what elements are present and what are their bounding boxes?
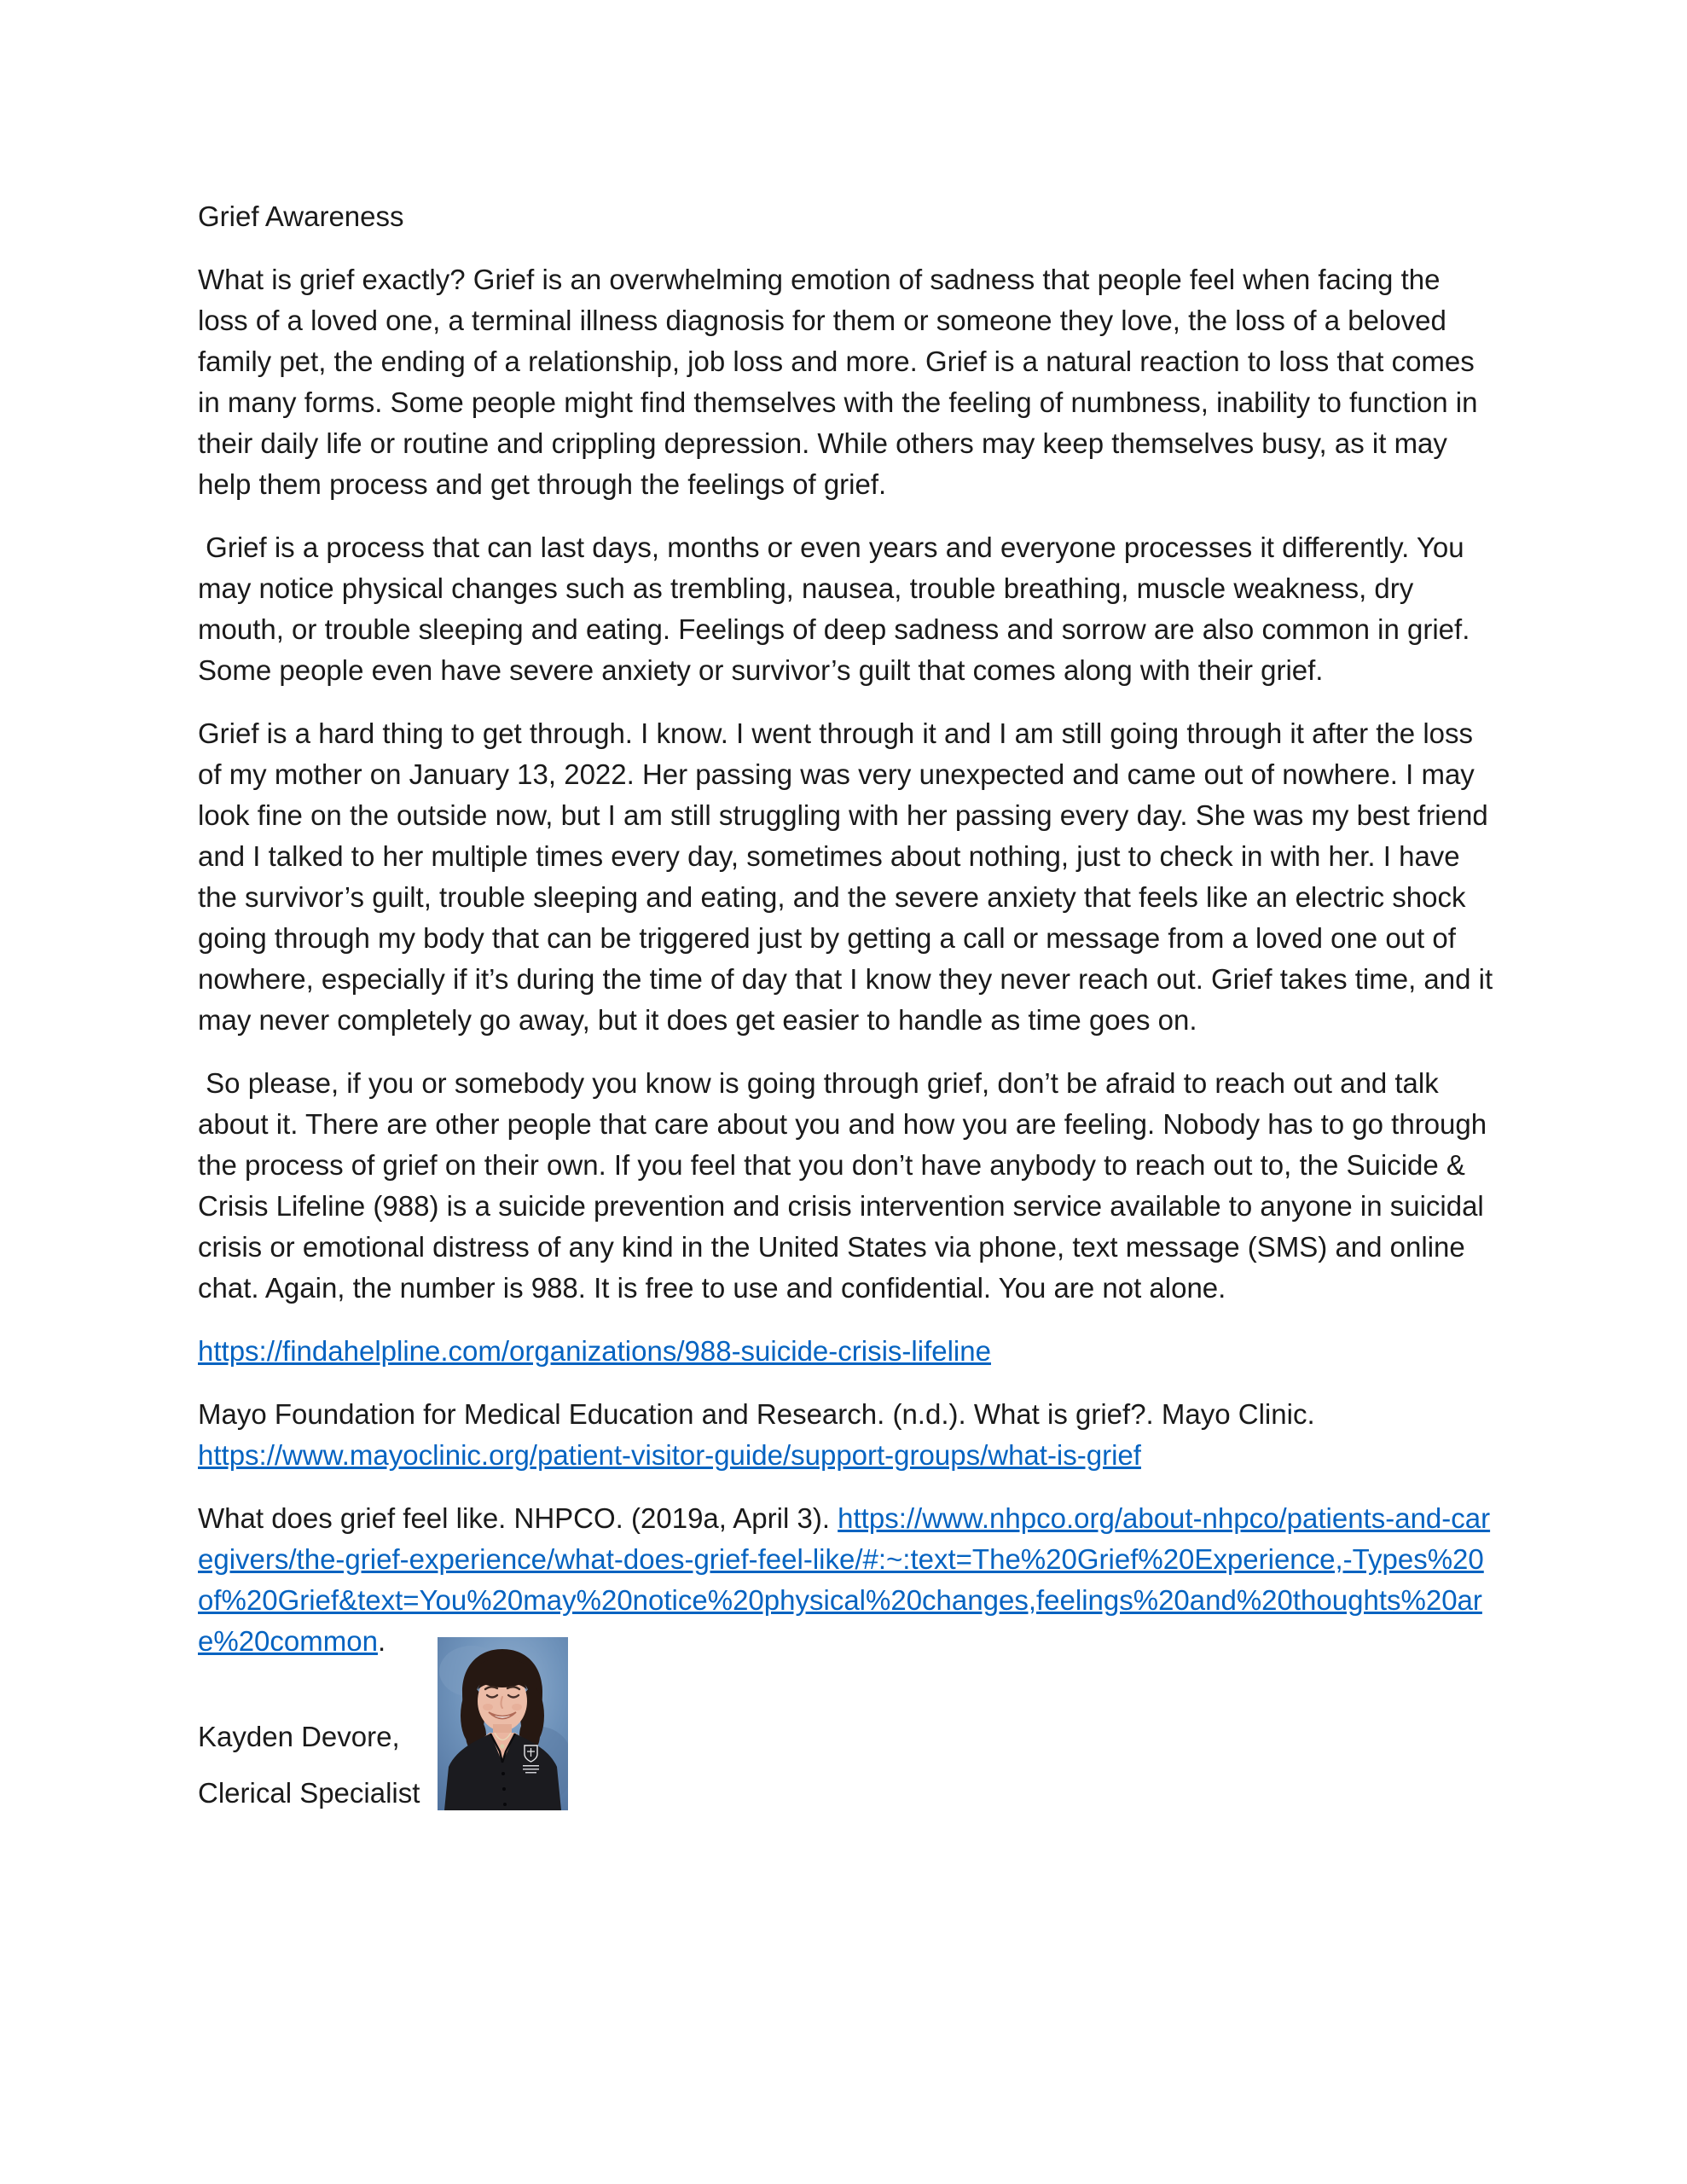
mayoclinic-link[interactable]: https://www.mayoclinic.org/patient-visitor-guide/support-groups/what-is-grief: [198, 1439, 1141, 1471]
paragraph-reach-out: So please, if you or somebody you know is going through grief, don’t be afraid to reach out and talk about it. There are other people that care about you and how you are feeling. Nobody has to go through the process of grief on their own. If you feel that you don’t have anybody to reach out to, the Suicide & Crisis Lifeline (988) is a suicide prevention and crisis intervention service available to anyone in suicidal crisis or emotional distress of any kind in the United States via phone, text message (SMS) and online chat. Again, the number is 988. It is free to use and confidential. You are not alone.: [198, 1067, 1495, 1304]
findahelpline-link[interactable]: https://findahelpline.com/organizations/988-suicide-crisis-lifeline: [198, 1335, 991, 1367]
nhpco-reference-suffix: .: [377, 1625, 386, 1657]
signature-name: Kayden Devore,: [198, 1721, 400, 1752]
nhpco-reference-paragraph: [198, 1498, 1496, 1662]
mayo-reference-paragraph: [198, 1394, 1496, 1476]
findahelpline-paragraph: [198, 1331, 1496, 1372]
paragraph-grief-process: Grief is a process that can last days, months or even years and everyone processes it differently. You may notice physical changes such as trembling, nausea, trouble breathing, muscle weakness, dry mouth, or trouble sleeping and eating. Feelings of deep sadness and sorrow are also common in grief. Some people even have severe anxiety or survivor’s guilt that comes along with their grief.: [198, 531, 1478, 686]
portrait-photo: [438, 1637, 568, 1810]
mayo-reference-text: Mayo Foundation for Medical Education and Research. (n.d.). What is grief?. Mayo Clinic.: [198, 1398, 1323, 1430]
nhpco-link[interactable]: https://www.nhpco.org/about-nhpco/patients-and-caregivers/the-grief-experience/what-does-grief-feel-like/#:~:text=The%20Grief%20Experience,-Types%20of%20Grief&text=You%20may%20notice%20physical%20changes,feelings%20and%20thoughts%20are%20common: [198, 1502, 1491, 1657]
paragraph-personal-story: Grief is a hard thing to get through. I know. I went through it and I am still going through it after the loss of my mother on January 13, 2022. Her passing was very unexpected and came out of nowhere. I may look fine on the outside now, but I am still struggling with her passing every day. She was my best friend and I talked to her multiple times every day, sometimes about nothing, just to check in with her. I have the survivor’s guilt, trouble sleeping and eating, and the severe anxiety that feels like an electric shock going through my body that can be triggered just by getting a call or message from a loved one out of nowhere, especially if it’s during the time of day that I know they never reach out. Grief takes time, and it may never completely go away, but it does get easier to handle as time goes on.: [198, 717, 1501, 1036]
signature-role: Clerical Specialist: [198, 1777, 420, 1809]
nhpco-reference-text: What does grief feel like. NHPCO. (2019a, April 3).: [198, 1502, 838, 1534]
portrait-photo-graphic: [438, 1637, 568, 1810]
document-title: Grief Awareness: [198, 200, 404, 232]
document-body: [198, 196, 1501, 1684]
paragraph-what-is-grief: What is grief exactly? Grief is an overwhelming emotion of sadness that people feel when facing the loss of a loved one, a terminal illness diagnosis for them or someone they love, the loss of a beloved family pet, the ending of a relationship, job loss and more. Grief is a natural reaction to loss that comes in many forms. Some people might find themselves with the feeling of numbness, inability to function in their daily life or routine and crippling depression. While others may keep themselves busy, as it may help them process and get through the feelings of grief.: [198, 264, 1486, 500]
